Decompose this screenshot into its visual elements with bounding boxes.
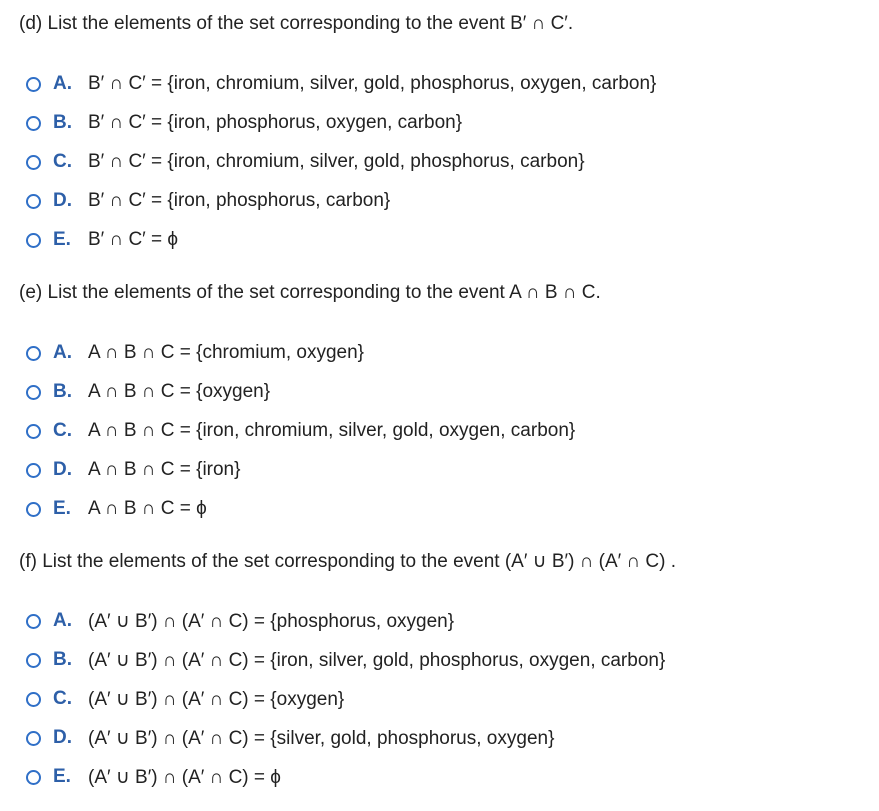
radio-button[interactable] xyxy=(26,502,41,517)
question-f-option-a[interactable] xyxy=(26,607,454,635)
option-text: B′ ∩ C′ = ϕ xyxy=(88,229,179,250)
radio-button[interactable] xyxy=(26,692,41,707)
option-text: (A′ ∪ B′) ∩ (A′ ∩ C) = {iron, silver, gold, phosphorus, oxygen, carbon} xyxy=(88,649,666,671)
option-letter: C. xyxy=(53,420,72,441)
option-text: A ∩ B ∩ C = {chromium, oxygen} xyxy=(88,342,365,363)
radio-button[interactable] xyxy=(26,155,41,170)
option-text: B′ ∩ C′ = {iron, chromium, silver, gold, phosphorus, oxygen, carbon} xyxy=(88,73,657,94)
option-text: B′ ∩ C′ = {iron, phosphorus, oxygen, carbon} xyxy=(88,112,463,133)
option-letter: A. xyxy=(53,610,72,631)
radio-button[interactable] xyxy=(26,614,41,629)
option-text: A ∩ B ∩ C = {oxygen} xyxy=(88,381,271,402)
option-text: B′ ∩ C′ = {iron, phosphorus, carbon} xyxy=(88,190,391,211)
radio-button[interactable] xyxy=(26,653,41,668)
question-d-prompt: (d) List the elements of the set corresponding to the event B′ ∩ C′. xyxy=(19,13,574,34)
radio-button[interactable] xyxy=(26,424,41,439)
option-text: A ∩ B ∩ C = ϕ xyxy=(88,498,207,519)
question-f-prompt: (f) List the elements of the set corresponding to the event (A′ ∪ B′) ∩ (A′ ∩ C) . xyxy=(19,551,677,572)
option-letter: B. xyxy=(53,649,72,670)
option-letter: C. xyxy=(53,151,72,172)
question-d-option-b[interactable] xyxy=(26,109,462,137)
question-e-option-b[interactable] xyxy=(26,378,270,406)
option-letter: E. xyxy=(53,498,71,519)
option-text: (A′ ∪ B′) ∩ (A′ ∩ C) = ϕ xyxy=(88,766,281,788)
question-e-option-e[interactable] xyxy=(26,495,207,523)
option-letter: E. xyxy=(53,766,71,787)
question-e-prompt: (e) List the elements of the set corresponding to the event A ∩ B ∩ C. xyxy=(19,282,601,303)
radio-button[interactable] xyxy=(26,346,41,361)
question-f-option-b[interactable] xyxy=(26,646,665,674)
option-letter: B. xyxy=(53,112,72,133)
radio-button[interactable] xyxy=(26,385,41,400)
question-e-option-a[interactable] xyxy=(26,339,364,367)
question-d-option-c[interactable] xyxy=(26,148,585,176)
question-d-option-a[interactable] xyxy=(26,70,656,98)
option-letter: C. xyxy=(53,688,72,709)
option-text: B′ ∩ C′ = {iron, chromium, silver, gold, phosphorus, carbon} xyxy=(88,151,585,172)
radio-button[interactable] xyxy=(26,770,41,785)
option-letter: B. xyxy=(53,381,72,402)
option-text: A ∩ B ∩ C = {iron} xyxy=(88,459,241,480)
question-f-option-d[interactable] xyxy=(26,724,554,752)
question-f-option-e[interactable] xyxy=(26,763,281,791)
question-d-option-d[interactable] xyxy=(26,187,390,215)
radio-button[interactable] xyxy=(26,463,41,478)
option-text: A ∩ B ∩ C = {iron, chromium, silver, gold, oxygen, carbon} xyxy=(88,420,576,441)
question-e-option-c[interactable] xyxy=(26,417,575,445)
option-letter: A. xyxy=(53,73,72,94)
option-letter: E. xyxy=(53,229,71,250)
radio-button[interactable] xyxy=(26,233,41,248)
option-letter: D. xyxy=(53,190,72,211)
question-f-option-c[interactable] xyxy=(26,685,344,713)
option-letter: A. xyxy=(53,342,72,363)
option-text: (A′ ∪ B′) ∩ (A′ ∩ C) = {silver, gold, phosphorus, oxygen} xyxy=(88,727,555,749)
question-d-option-e[interactable] xyxy=(26,226,178,254)
question-e-option-d[interactable] xyxy=(26,456,240,484)
radio-button[interactable] xyxy=(26,116,41,131)
radio-button[interactable] xyxy=(26,731,41,746)
option-text: (A′ ∪ B′) ∩ (A′ ∩ C) = {phosphorus, oxygen} xyxy=(88,610,455,632)
option-letter: D. xyxy=(53,459,72,480)
radio-button[interactable] xyxy=(26,194,41,209)
option-letter: D. xyxy=(53,727,72,748)
radio-button[interactable] xyxy=(26,77,41,92)
option-text: (A′ ∪ B′) ∩ (A′ ∩ C) = {oxygen} xyxy=(88,688,345,710)
